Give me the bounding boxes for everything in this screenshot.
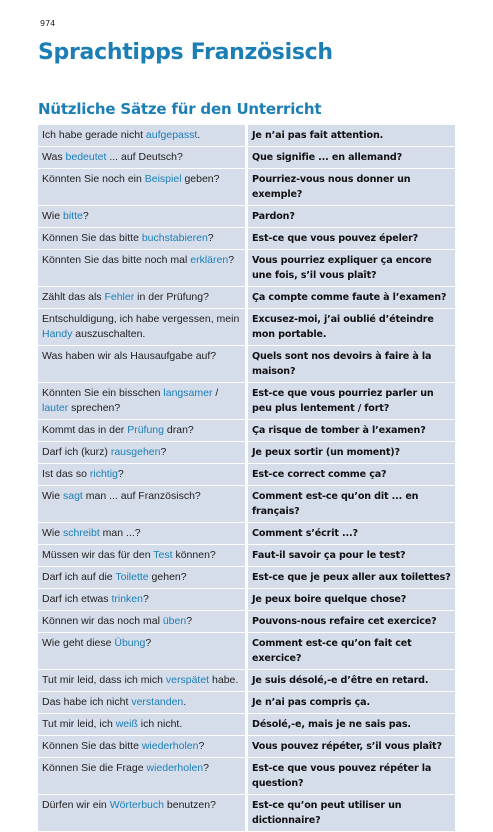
keyword: erklären — [190, 254, 229, 266]
phrase-text: Könnten Sie ein bisschen — [42, 387, 164, 399]
phrase-row — [38, 589, 455, 610]
french-phrase: Comment est-ce qu’on dit ... en français? — [248, 486, 455, 522]
german-phrase — [38, 589, 248, 610]
german-phrase — [38, 287, 248, 308]
keyword: üben — [162, 615, 187, 627]
german-phrase — [38, 545, 248, 566]
phrase-text: Entschuldigung, ich habe vergessen, mein — [42, 313, 240, 325]
phrase-text: Darf ich (kurz) — [42, 446, 111, 458]
phrase-text: ? — [228, 254, 235, 266]
german-phrase — [38, 692, 248, 713]
german-phrase — [38, 523, 248, 544]
phrase-row — [38, 169, 455, 205]
phrase-row — [38, 545, 455, 566]
phrase-row — [38, 206, 455, 227]
french-phrase: Pardon? — [248, 206, 455, 227]
german-phrase — [38, 169, 248, 205]
phrase-row — [38, 228, 455, 249]
french-phrase: Est-ce correct comme ça? — [248, 464, 455, 485]
keyword: buchstabieren — [141, 232, 208, 244]
german-phrase — [38, 125, 248, 146]
keyword: lauter — [42, 402, 69, 414]
phrase-text: . — [197, 129, 201, 141]
keyword: Handy — [42, 328, 73, 340]
phrase-text: Was — [42, 151, 66, 163]
phrase-text: Müssen wir das für den — [42, 549, 154, 561]
french-phrase: Est-ce que vous pouvez répéter la question? — [248, 758, 455, 794]
french-phrase: Je peux sortir (un moment)? — [248, 442, 455, 463]
french-phrase: Que signifie ... en allemand? — [248, 147, 455, 168]
phrase-row — [38, 250, 455, 286]
phrase-text: können? — [172, 549, 216, 561]
phrase-text: auszuschalten. — [72, 328, 146, 340]
phrase-text: Ist das so — [42, 468, 90, 480]
german-phrase — [38, 736, 248, 757]
german-phrase — [38, 670, 248, 691]
keyword: trinken — [111, 593, 143, 605]
phrase-text: ? — [207, 232, 214, 244]
german-phrase — [38, 228, 248, 249]
french-phrase: Est-ce qu’on peut utiliser un dictionnaire? — [248, 795, 455, 831]
page-number: 974 — [40, 19, 56, 28]
german-phrase — [38, 250, 248, 286]
phrase-text: Wie — [42, 527, 63, 539]
phrase-text: Wie — [42, 490, 63, 502]
phrase-row — [38, 692, 455, 713]
french-phrase: Ça compte comme faute à l’examen? — [248, 287, 455, 308]
french-phrase: Est-ce que vous pouvez épeler? — [248, 228, 455, 249]
phrase-text: Darf ich etwas — [42, 593, 112, 605]
phrase-text: Könnten Sie das bitte noch mal — [42, 254, 191, 266]
keyword: sagt — [63, 490, 83, 502]
phrase-text: ? — [186, 615, 193, 627]
keyword: aufgepasst — [145, 129, 198, 141]
phrase-row — [38, 309, 455, 345]
phrase-text: man ...? — [99, 527, 141, 539]
french-phrase: Excusez-moi, j’ai oublié d’éteindre mon portable. — [248, 309, 455, 345]
phrase-text: dran? — [163, 424, 194, 436]
keyword: Test — [153, 549, 173, 561]
phrase-row — [38, 633, 455, 669]
german-phrase — [38, 464, 248, 485]
french-phrase: Faut-il savoir ça pour le test? — [248, 545, 455, 566]
german-phrase — [38, 442, 248, 463]
phrase-text: Dürfen wir ein — [42, 799, 110, 811]
phrase-table-body — [38, 125, 455, 831]
french-phrase: Comment s’écrit ...? — [248, 523, 455, 544]
keyword: bitte — [63, 210, 83, 222]
phrase-text: Das habe ich nicht — [42, 696, 132, 708]
phrase-text: sprechen? — [68, 402, 121, 414]
phrase-text: Ich habe gerade nicht — [42, 129, 146, 141]
phrase-text: Können Sie die Frage — [42, 762, 147, 774]
keyword: wiederholen — [146, 762, 204, 774]
keyword: Wörterbuch — [109, 799, 164, 811]
phrase-text: in der Prüfung? — [134, 291, 209, 303]
french-phrase: Vous pourriez expliquer ça encore une fois, s’il vous plaît? — [248, 250, 455, 286]
french-phrase: Est-ce que vous pourriez parler un peu plus lentement / fort? — [248, 383, 455, 419]
phrase-row — [38, 795, 455, 831]
phrase-text: . — [183, 696, 187, 708]
phrase-text: ? — [203, 762, 209, 774]
keyword: bedeutet — [65, 151, 107, 163]
phrase-row — [38, 287, 455, 308]
phrase-row — [38, 611, 455, 632]
german-phrase — [38, 567, 248, 588]
phrase-text: Könnten Sie noch ein — [42, 173, 145, 185]
keyword: verspätet — [165, 674, 210, 686]
phrase-row — [38, 346, 455, 382]
phrase-text: Darf ich auf die — [42, 571, 116, 583]
keyword: rausgehen — [110, 446, 161, 458]
phrase-text: ? — [142, 593, 149, 605]
phrase-row — [38, 442, 455, 463]
phrase-text: benutzen? — [163, 799, 216, 811]
phrase-row — [38, 758, 455, 794]
keyword: Prüfung — [127, 424, 164, 436]
section-heading: Nützliche Sätze für den Unterricht — [38, 100, 322, 118]
german-phrase — [38, 795, 248, 831]
keyword: weiß — [115, 718, 138, 730]
phrase-row — [38, 420, 455, 441]
phrase-row — [38, 736, 455, 757]
phrase-row — [38, 125, 455, 146]
german-phrase — [38, 633, 248, 669]
german-phrase — [38, 383, 248, 419]
phrase-text: Tut mir leid, dass ich mich — [42, 674, 166, 686]
french-phrase: Vous pouvez répéter, s’il vous plaît? — [248, 736, 455, 757]
french-phrase: Comment est-ce qu’on fait cet exercice? — [248, 633, 455, 669]
keyword: Fehler — [104, 291, 135, 303]
phrase-table — [38, 124, 455, 832]
french-phrase: Ça risque de tomber à l’examen? — [248, 420, 455, 441]
french-phrase: Je peux boire quelque chose? — [248, 589, 455, 610]
phrase-text: ? — [145, 637, 152, 649]
german-phrase — [38, 714, 248, 735]
french-phrase: Est-ce que je peux aller aux toilettes? — [248, 567, 455, 588]
phrase-text: Können Sie das bitte — [42, 232, 142, 244]
phrase-row — [38, 567, 455, 588]
phrase-row — [38, 383, 455, 419]
german-phrase — [38, 147, 248, 168]
phrase-text: ? — [117, 468, 124, 480]
phrase-text: ... auf Deutsch? — [106, 151, 183, 163]
phrase-text: gehen? — [148, 571, 187, 583]
phrase-row — [38, 523, 455, 544]
phrase-text: ich nicht. — [137, 718, 183, 730]
phrase-text: ? — [198, 740, 205, 752]
french-phrase: Pouvons-nous refaire cet exercice? — [248, 611, 455, 632]
keyword: wiederholen — [141, 740, 199, 752]
german-phrase — [38, 611, 248, 632]
phrase-text: ? — [82, 210, 89, 222]
phrase-text: ? — [160, 446, 167, 458]
phrase-row — [38, 714, 455, 735]
keyword: Toilette — [115, 571, 149, 583]
page-title: Sprachtipps Französisch — [38, 40, 333, 65]
german-phrase — [38, 346, 248, 382]
phrase-row — [38, 486, 455, 522]
german-phrase — [38, 420, 248, 441]
keyword: verstanden — [131, 696, 184, 708]
phrase-text: Wie geht diese — [42, 637, 115, 649]
phrase-text: man ... auf Französisch? — [82, 490, 201, 502]
german-phrase — [38, 206, 248, 227]
french-phrase: Quels sont nos devoirs à faire à la maison? — [248, 346, 455, 382]
phrase-text: / — [212, 387, 219, 399]
phrase-text: Tut mir leid, ich — [42, 718, 116, 730]
german-phrase — [38, 309, 248, 345]
phrase-row — [38, 147, 455, 168]
phrase-text: geben? — [181, 173, 220, 185]
keyword: Beispiel — [144, 173, 182, 185]
french-phrase: Je suis désolé,-e d’être en retard. — [248, 670, 455, 691]
phrase-text: Zählt das als — [42, 291, 105, 303]
phrase-row — [38, 670, 455, 691]
keyword: langsamer — [163, 387, 213, 399]
phrase-text: Wie — [42, 210, 63, 222]
keyword: schreibt — [63, 527, 100, 539]
phrase-text: Was haben wir als Hausaufgabe auf? — [42, 350, 217, 362]
french-phrase: Désolé,-e, mais je ne sais pas. — [248, 714, 455, 735]
german-phrase — [38, 486, 248, 522]
phrase-row — [38, 464, 455, 485]
french-phrase: Pourriez-vous nous donner un exemple? — [248, 169, 455, 205]
french-phrase: Je n’ai pas fait attention. — [248, 125, 455, 146]
keyword: Übung — [114, 637, 146, 649]
phrase-text: habe. — [209, 674, 239, 686]
phrase-text: Kommt das in der — [42, 424, 128, 436]
phrase-text: Können Sie das bitte — [42, 740, 142, 752]
phrase-text: Können wir das noch mal — [42, 615, 163, 627]
french-phrase: Je n’ai pas compris ça. — [248, 692, 455, 713]
keyword: richtig — [89, 468, 118, 480]
german-phrase — [38, 758, 248, 794]
